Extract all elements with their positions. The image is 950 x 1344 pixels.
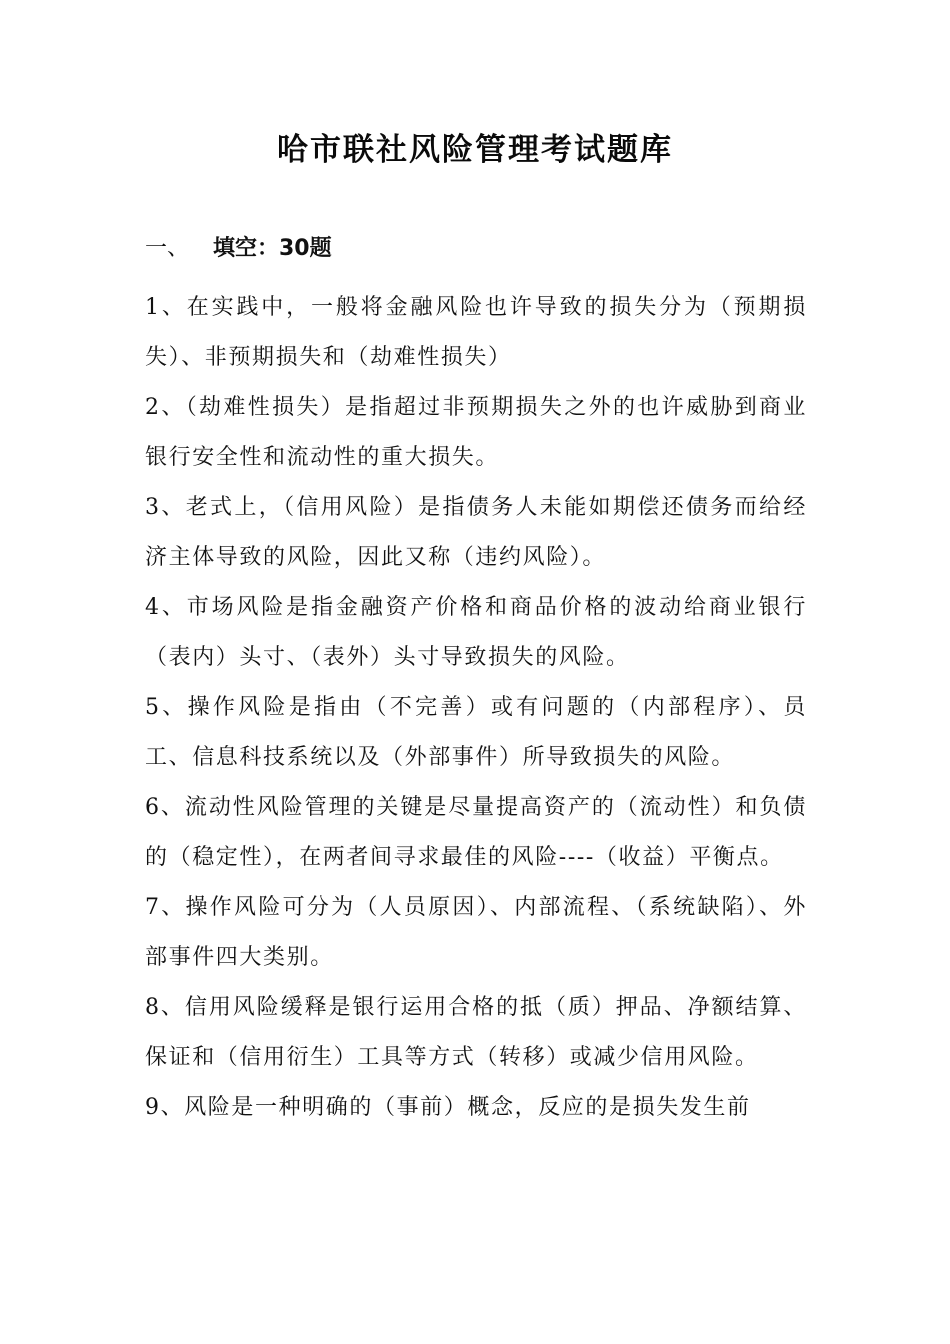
question-item: 5、操作风险是指由（不完善）或有问题的（内部程序）、员工、信息科技系统以及（外部事件）所导致损失的风险。 xyxy=(145,695,807,770)
question-item: 6、流动性风险管理的关键是尽量提高资产的（流动性）和负债的（稳定性），在两者间寻求最佳的风险----（收益）平衡点。 xyxy=(145,795,807,870)
question-item: 4、市场风险是指金融资产价格和商品价格的波动给商业银行（表内）头寸、（表外）头寸导致损失的风险。 xyxy=(145,595,807,670)
document-title: 哈市联社风险管理考试题库 xyxy=(277,132,673,168)
question-item: 1、在实践中，一般将金融风险也许导致的损失分为（预期损失）、非预期损失和（劫难性损失） xyxy=(145,295,807,370)
question-list xyxy=(145,283,807,1133)
question-item: 2、（劫难性损失）是指超过非预期损失之外的也许威胁到商业银行安全性和流动性的重大损失。 xyxy=(145,395,807,470)
section-number: 一、 xyxy=(145,236,190,261)
section-heading xyxy=(145,232,825,266)
question-item: 7、操作风险可分为（人员原因）、内部流程、（系统缺陷）、外部事件四大类别。 xyxy=(145,895,807,970)
question-item: 8、信用风险缓释是银行运用合格的抵（质）押品、净额结算、保证和（信用衍生）工具等方式（转移）或减少信用风险。 xyxy=(145,995,807,1070)
section-title: 填空：30题 xyxy=(213,236,332,261)
question-item: 9、风险是一种明确的（事前）概念，反应的是损失发生前 xyxy=(145,1095,751,1120)
question-item: 3、老式上，（信用风险）是指债务人未能如期偿还债务而给经济主体导致的风险，因此又称（违约风险）。 xyxy=(145,495,807,570)
